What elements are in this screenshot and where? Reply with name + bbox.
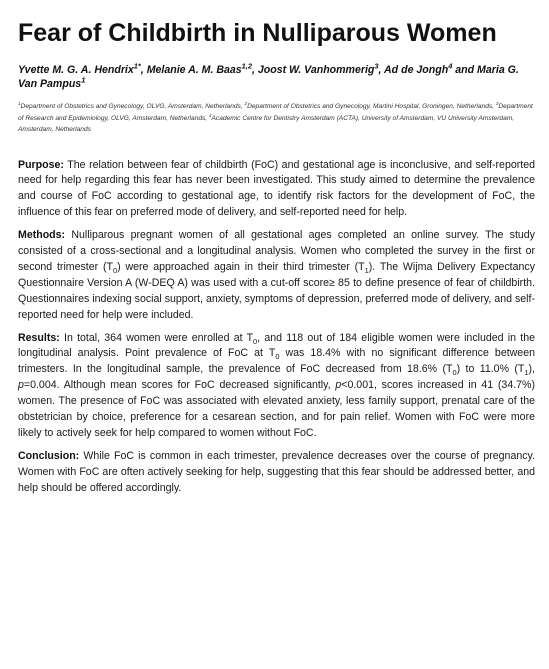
subscript: 0 [253, 336, 258, 346]
section-text: ) were approached again in their third trimester (T [117, 260, 365, 273]
section-text: ), [528, 363, 535, 376]
affiliation: Department of Obstetrics and Gynecology, Martini Hospital, Groningen, Netherlands [247, 103, 493, 110]
affiliation: Department of Obstetrics and Gynecology, OLVG, Amsterdam, Netherlands [20, 103, 241, 110]
author-name: Joost W. Vanhommerig [257, 64, 375, 76]
p-value-symbol: p [335, 379, 342, 392]
section-label: Methods: [18, 229, 66, 242]
affil-mark: 1 [18, 100, 21, 106]
affiliation: Academic Centre for Dentistry Amsterdam (ACTA), University of Amsterdam, VU University Amsterdam, Amsterdam, Netherlands [18, 114, 515, 133]
section-methods [18, 228, 535, 323]
subscript: 0 [112, 266, 118, 276]
author-affil-mark: 1 [81, 75, 86, 85]
subscript: 0 [452, 368, 457, 378]
section-text: ). The Wijma Delivery Expectancy Questionnaire Version A (W-DEQ A) was used with a cut-off score≥ 85 to define presence of fear of childbirth. Questionnaires indexing social support, anxiety, symptoms of depression, preferred mode of delivery, and self-reported need for help were included. [18, 260, 535, 321]
author-name: Ad de Jongh [384, 64, 449, 76]
affil-mark: 4 [208, 112, 212, 118]
affiliations: $^1$Department of Obstetrics and Gynecology, OLVG, Amsterdam, Netherlands, $^2$Department of Obstetrics and Gynecology, Martini Hospital, Groningen, Netherlands, $^3$Department of Research and Epidemiology, OLVG, Amsterdam, Netherlands, $^4$Academic Centre for Dentistry Amsterdam (ACTA), University of Amsterdam, VU University Amsterdam, Amsterdam, Netherlands [18, 100, 533, 133]
section-text: =0.004. Although mean scores for FoC decreased significantly, [23, 379, 336, 392]
subscript: 1 [364, 266, 369, 276]
section-conclusion [18, 449, 535, 497]
author-name: Melanie A. M. Baas [146, 64, 242, 76]
section-results [18, 331, 535, 442]
section-text: <0.001, scores increased in 41 (34.7%) women. The presence of FoC was associated with elevated anxiety, less family support, prenatal care of the obstetrician by choice, preference for a cesarean section, and for pain relief. Women with FoC were more likely to actively seek for help compared to women without FoC. [18, 379, 536, 439]
section-text: In total, 364 women were enrolled at T [64, 331, 254, 344]
section-text: , and 118 out of 184 eligible women were included in the longitudinal analysis. Point prevalence of FoC at T [18, 331, 535, 360]
section-label: Results: [18, 331, 60, 344]
section-text: The relation between fear of childbirth (FoC) and gestational age is inconclusive, and self-reported need for help regarding this fear has never been investigated. This study aimed to determine the prevalence and course of FoC according to gestational age, to identify risk factors for the development of FoC, the influence of this fear on preferred mode of delivery, and self-reported need for help. [18, 158, 535, 219]
p-value-symbol: p [18, 379, 24, 392]
section-label: Conclusion: [18, 449, 80, 462]
author-name: Yvette M. G. A. Hendrix [18, 64, 134, 76]
paper-title: Fear of Childbirth in Nulliparous Women [18, 19, 497, 47]
affiliation: Department of Research and Epidemiology, OLVG, Amsterdam, Netherlands [18, 103, 533, 122]
subscript: 1 [524, 368, 529, 378]
affil-mark: 3 [495, 100, 499, 106]
affil-mark: 2 [244, 100, 248, 106]
author-name: Maria G. Van Pampus [18, 64, 519, 90]
author-affil-mark: 1,2 [241, 61, 252, 71]
section-text: Nulliparous pregnant women of all gestational ages completed an online survey. The study consisted of a cross-sectional and a longitudinal analysis. Women who completed the survey in the first or second trimester (T [18, 229, 535, 273]
author-list: Yvette M. G. A. Hendrix$^{1*}$, Melanie A. M. Baas$^{1,2}$, Joost W. Vanhommerig$^3$, Ad de Jongh$^4$ and Maria G. Van Pampus$^1$ [18, 61, 519, 90]
author-affil-mark: 1* [133, 61, 141, 71]
section-label: Purpose: [18, 158, 64, 171]
author-affil-mark: 4 [448, 61, 453, 71]
section-text: While FoC is common in each trimester, prevalence decreases over the course of pregnancy. Women with FoC are often actively seeking for help, suggesting that this fear should be addressed better, and help should be offered accordingly. [18, 449, 535, 494]
subscript: 0 [275, 352, 280, 362]
author-affil-mark: 3 [374, 61, 379, 71]
section-text: ) to 11.0% (T [456, 363, 525, 376]
section-purpose [18, 158, 535, 222]
section-text: was 18.4% with no significant difference between trimesters. In the longitudinal sample, the prevalence of FoC decreased from 18.6% (T [18, 347, 535, 376]
